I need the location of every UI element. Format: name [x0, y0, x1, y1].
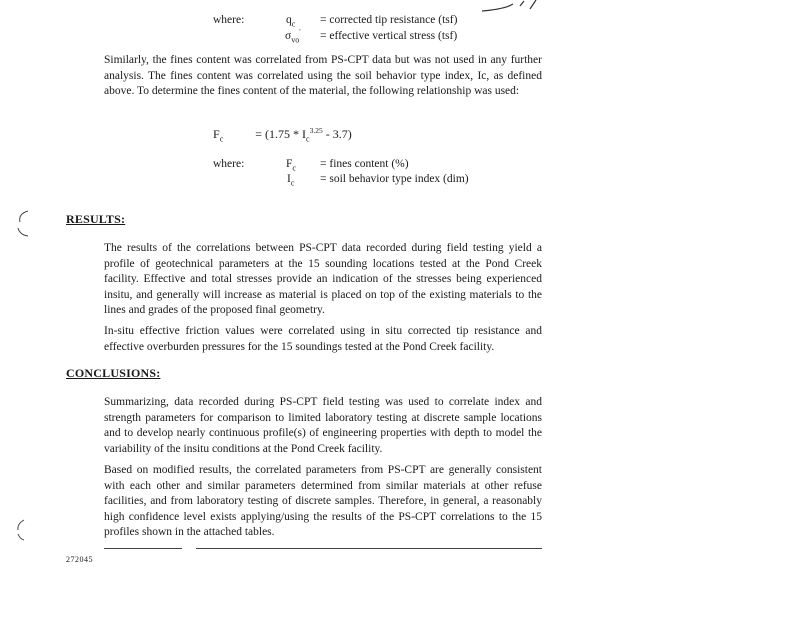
definition-ic: = soil behavior type index (dim): [320, 173, 469, 185]
results-paragraph-2: In-situ effective friction values were correlated using in situ corrected tip resistance and effective overburden pressures for the 15 soundings tested at the Pond Creek facility.: [104, 325, 542, 353]
punch-hole-mark-icon: [14, 518, 28, 542]
results-heading: RESULTS:: [66, 212, 126, 226]
where-label-1: where:: [213, 14, 245, 26]
symbol-ic: $I_c$: [287, 173, 295, 188]
definition-sigma-vo: = effective vertical stress (tsf): [320, 30, 458, 42]
definition-fc: = fines content (%): [320, 158, 409, 170]
results-paragraph-1: The results of the correlations between PS-CPT data recorded during field testing yield a profile of geotechnical parameters at the 15 sounding locations tested at the Pond Creek facility. Effective and total stresses provide an indication of the stresses being experienced insitu, and generally will increase as material is placed on top of the existing materials to the lines and grades of the proposed final geometry.: [104, 242, 542, 316]
fines-paragraph: Similarly, the fines content was correlated from PS-CPT data but was not used in any further analysis. The fines content was correlated using the soil behavior type index, Ic, as defined above. To determine the fines content of the material, the following relationship was used:: [104, 54, 542, 97]
handwritten-mark-icon: [480, 0, 540, 14]
symbol-fc: $F_c$: [286, 158, 296, 173]
footer-rule-right: [196, 548, 542, 549]
where-label-2: where:: [213, 158, 245, 170]
document-number: 272045: [66, 555, 93, 564]
symbol-sigma-vo: $\sigma_{vo}'$: [285, 27, 301, 45]
conclusions-paragraph-1: Summarizing, data recorded during PS-CPT field testing was used to correlate index and strength parameters for comparison to limited laboratory testing at discrete sample locations and to develop nearly continuous profile(s) of engineering properties with depth to model the variability of the insitu conditions at the Pond Creek facility.: [104, 396, 542, 455]
equation: $F_c = (1.75 * I_c^{3.25} - 3.7)$: [213, 126, 352, 144]
punch-hole-mark-icon: [14, 208, 32, 238]
conclusions-heading: CONCLUSIONS:: [66, 366, 161, 380]
definition-qc: = corrected tip resistance (tsf): [320, 14, 458, 26]
symbol-qc: $q_c$: [286, 14, 296, 29]
conclusions-paragraph-2: Based on modified results, the correlated parameters from PS-CPT are generally consistent with each other and similar parameters determined from similar materials at other refuse facilities, and from laboratory testing of discrete samples. Therefore, in general, a reasonably high confidence level exists applying/using the results of the PS-CPT correlations to the 15 profiles shown in the attached tables.: [104, 464, 542, 538]
footer-rule-left: [104, 548, 182, 549]
equation-lhs: $F_c$: [213, 127, 224, 144]
